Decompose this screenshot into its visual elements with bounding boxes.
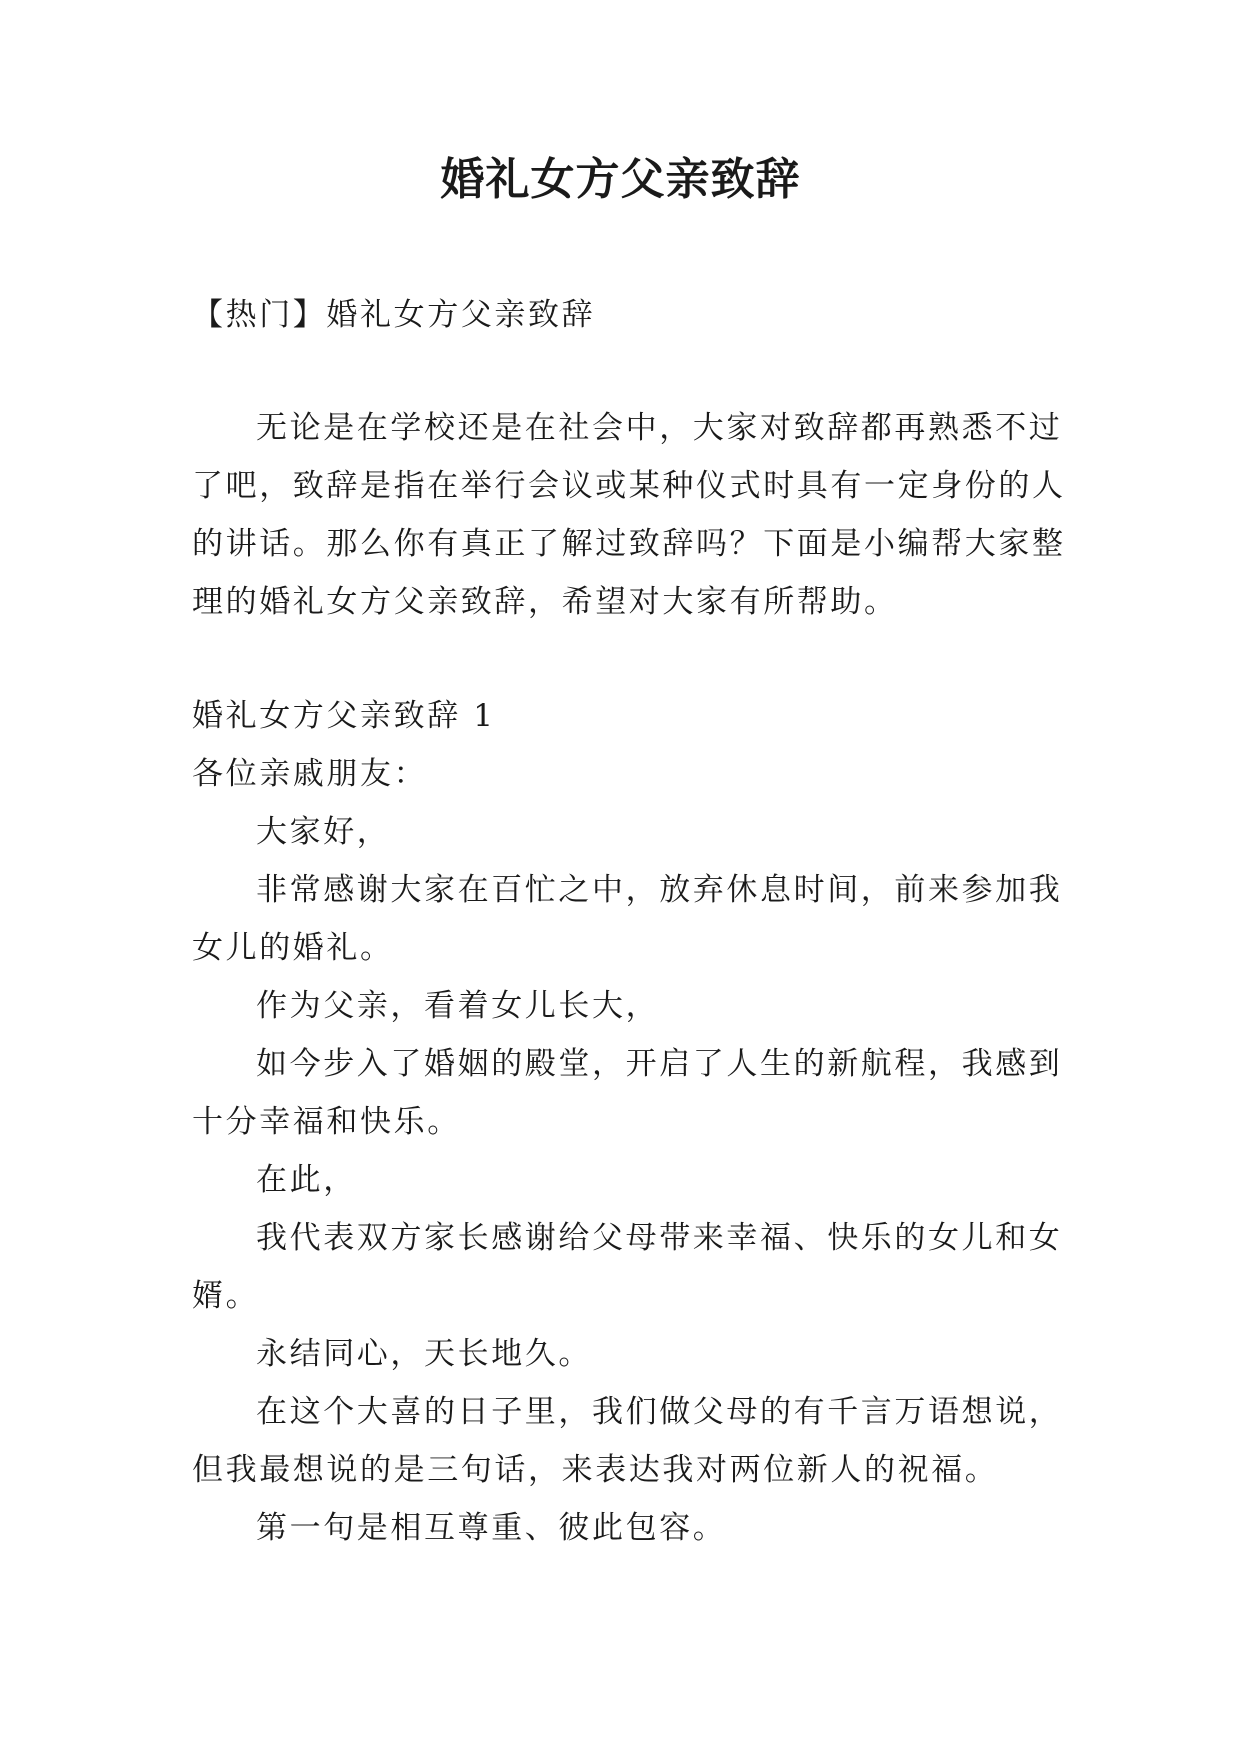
hot-tag-line: 【热门】婚礼女方父亲致辞 xyxy=(192,297,596,333)
speech-line: 如今步入了婚姻的殿堂，开启了人生的新航程，我感到 xyxy=(256,1046,1063,1082)
speech-line: 十分幸福和快乐。 xyxy=(192,1104,461,1140)
speech-line: 但我最想说的是三句话，来表达我对两位新人的祝福。 xyxy=(192,1452,999,1488)
salutation: 各位亲戚朋友： xyxy=(192,756,428,792)
speech-line: 第一句是相互尊重、彼此包容。 xyxy=(256,1510,727,1546)
section-heading: 婚礼女方父亲致辞 1 xyxy=(192,698,496,734)
speech-line: 永结同心，天长地久。 xyxy=(256,1336,592,1372)
speech-line: 婿。 xyxy=(192,1278,260,1314)
speech-line: 我代表双方家长感谢给父母带来幸福、快乐的女儿和女 xyxy=(256,1220,1063,1256)
speech-line: 作为父亲，看着女儿长大， xyxy=(256,988,660,1024)
intro-paragraph-line: 理的婚礼女方父亲致辞，希望对大家有所帮助。 xyxy=(192,584,898,620)
intro-paragraph-line: 了吧，致辞是指在举行会议或某种仪式时具有一定身份的人 xyxy=(192,468,1066,504)
speech-line: 女儿的婚礼。 xyxy=(192,930,394,966)
speech-line: 非常感谢大家在百忙之中，放弃休息时间，前来参加我 xyxy=(256,872,1063,908)
intro-paragraph-line: 的讲话。那么你有真正了解过致辞吗？下面是小编帮大家整 xyxy=(192,526,1066,562)
intro-paragraph-line: 无论是在学校还是在社会中，大家对致辞都再熟悉不过 xyxy=(256,410,1063,446)
speech-line: 在此， xyxy=(256,1162,357,1198)
speech-line: 大家好， xyxy=(256,814,391,850)
document-title: 婚礼女方父亲致辞 xyxy=(440,154,801,205)
speech-line: 在这个大喜的日子里，我们做父母的有千言万语想说， xyxy=(256,1394,1063,1430)
